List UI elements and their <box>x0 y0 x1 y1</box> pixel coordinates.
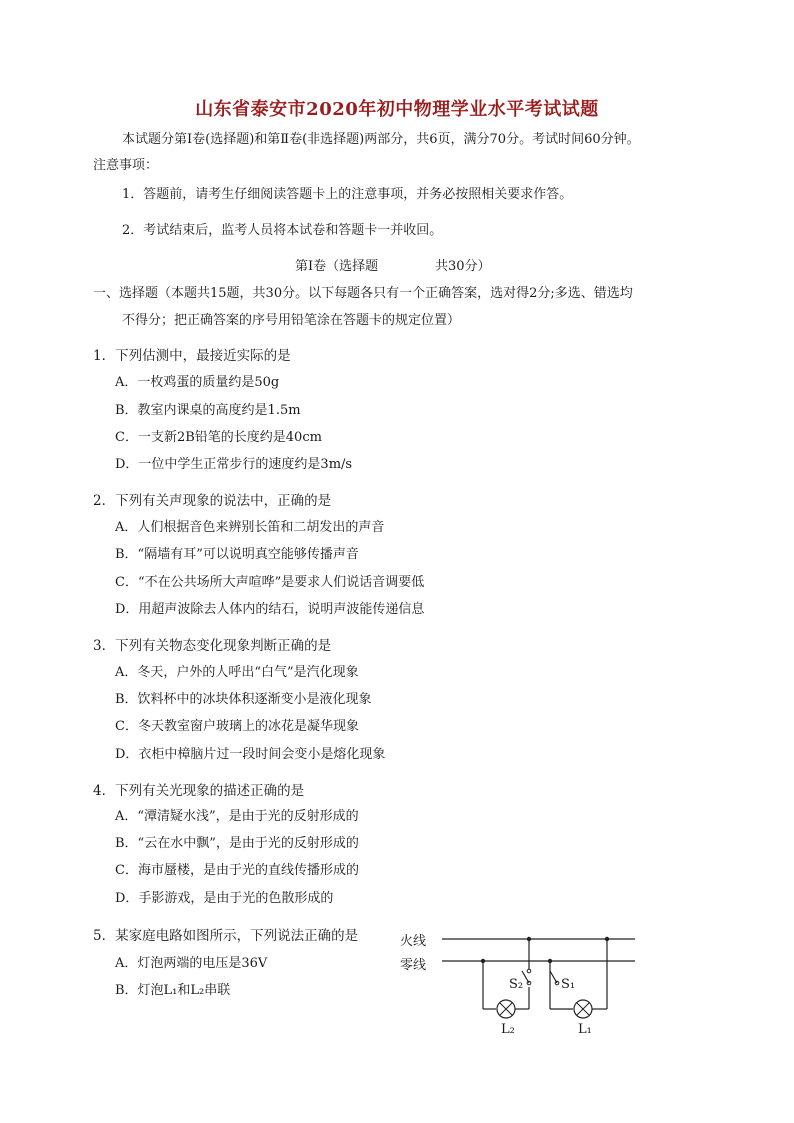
household-circuit-diagram <box>395 925 640 1040</box>
option-c: C．冬天教室窗户玻璃上的冰花是凝华现象 <box>115 719 359 734</box>
option-a: A．“潭清疑水浅”，是由于光的反射形成的 <box>115 809 359 824</box>
switch-s2-icon <box>522 969 531 985</box>
option-b: B．教室内课桌的高度约是1.5m <box>115 403 301 418</box>
live-wire-label: 火线 <box>400 934 427 949</box>
question-stem: 3．下列有关物态变化现象判断正确的是 <box>93 638 332 654</box>
bulb-l2-icon <box>497 1000 515 1018</box>
option-c: C．一支新2B铅笔的长度约是40cm <box>115 430 322 445</box>
option-a: A．冬天，户外的人呼出“白气”是汽化现象 <box>115 665 359 680</box>
option-b: B．饮料杯中的冰块体积逐渐变小是液化现象 <box>115 692 372 707</box>
l1-label: L₁ <box>578 1022 592 1037</box>
option-b: B．“云在水中飘”，是由于光的反射形成的 <box>115 836 359 851</box>
section-instruction: 一、选择题（本题共15题，共30分。以下每题各只有一个正确答案，选对得2分;多选、错选均 <box>93 286 633 301</box>
option-d: D．一位中学生正常步行的速度约是3m/s <box>115 457 353 472</box>
bulb-l1-icon <box>574 1000 592 1018</box>
question-stem: 5．某家庭电路如图所示，下列说法正确的是 <box>93 928 359 944</box>
option-b: B．“隔墙有耳”可以说明真空能够传播声音 <box>115 547 359 562</box>
notice-item-2: 2．考试结束后，监考人员将本试卷和答题卡一并收回。 <box>122 223 443 238</box>
page-title: 山东省泰安市2020年初中物理学业水平考试试题 <box>195 99 599 120</box>
part-heading-right: 共30分） <box>435 259 491 274</box>
s2-label: S₂ <box>509 977 524 992</box>
question-stem: 1．下列估测中，最接近实际的是 <box>93 348 291 364</box>
option-c: C．“不在公共场所大声喧哗”是要求人们说话音调要低 <box>115 575 425 590</box>
question-stem: 2．下列有关声现象的说法中，正确的是 <box>93 493 332 509</box>
option-a: A．一枚鸡蛋的质量约是50g <box>115 375 280 390</box>
option-b: B．灯泡L₁和L₂串联 <box>115 983 231 998</box>
option-a: A．人们根据音色来辨别长笛和二胡发出的声音 <box>115 520 385 535</box>
option-d: D．用超声波除去人体内的结石，说明声波能传递信息 <box>115 602 425 617</box>
option-d: D．衣柜中樟脑片过一段时间会变小是熔化现象 <box>115 747 386 762</box>
intro-text: 本试题分第Ⅰ卷(选择题)和第Ⅱ卷(非选择题)两部分，共6页，满分70分。考试时间60分钟。 <box>122 132 640 147</box>
question-stem: 4．下列有关光现象的描述正确的是 <box>93 783 305 799</box>
neutral-wire-label: 零线 <box>400 958 427 973</box>
option-c: C．海市蜃楼，是由于光的直线传播形成的 <box>115 863 359 878</box>
option-a: A．灯泡两端的电压是36V <box>115 956 268 971</box>
notice-heading: 注意事项： <box>93 158 159 173</box>
s1-label: S₁ <box>561 977 576 992</box>
option-d: D．手影游戏，是由于光的色散形成的 <box>115 891 334 906</box>
part-heading-left: 第Ⅰ卷（选择题 <box>295 259 379 274</box>
l2-label: L₂ <box>501 1022 515 1037</box>
notice-item-1: 1．答题前，请考生仔细阅读答题卡上的注意事项，并务必按照相关要求作答。 <box>122 187 573 202</box>
switch-s1-icon <box>550 971 559 985</box>
section-instruction-cont: 不得分；把正确答案的序号用铅笔涂在答题卡的规定位置） <box>122 313 461 328</box>
